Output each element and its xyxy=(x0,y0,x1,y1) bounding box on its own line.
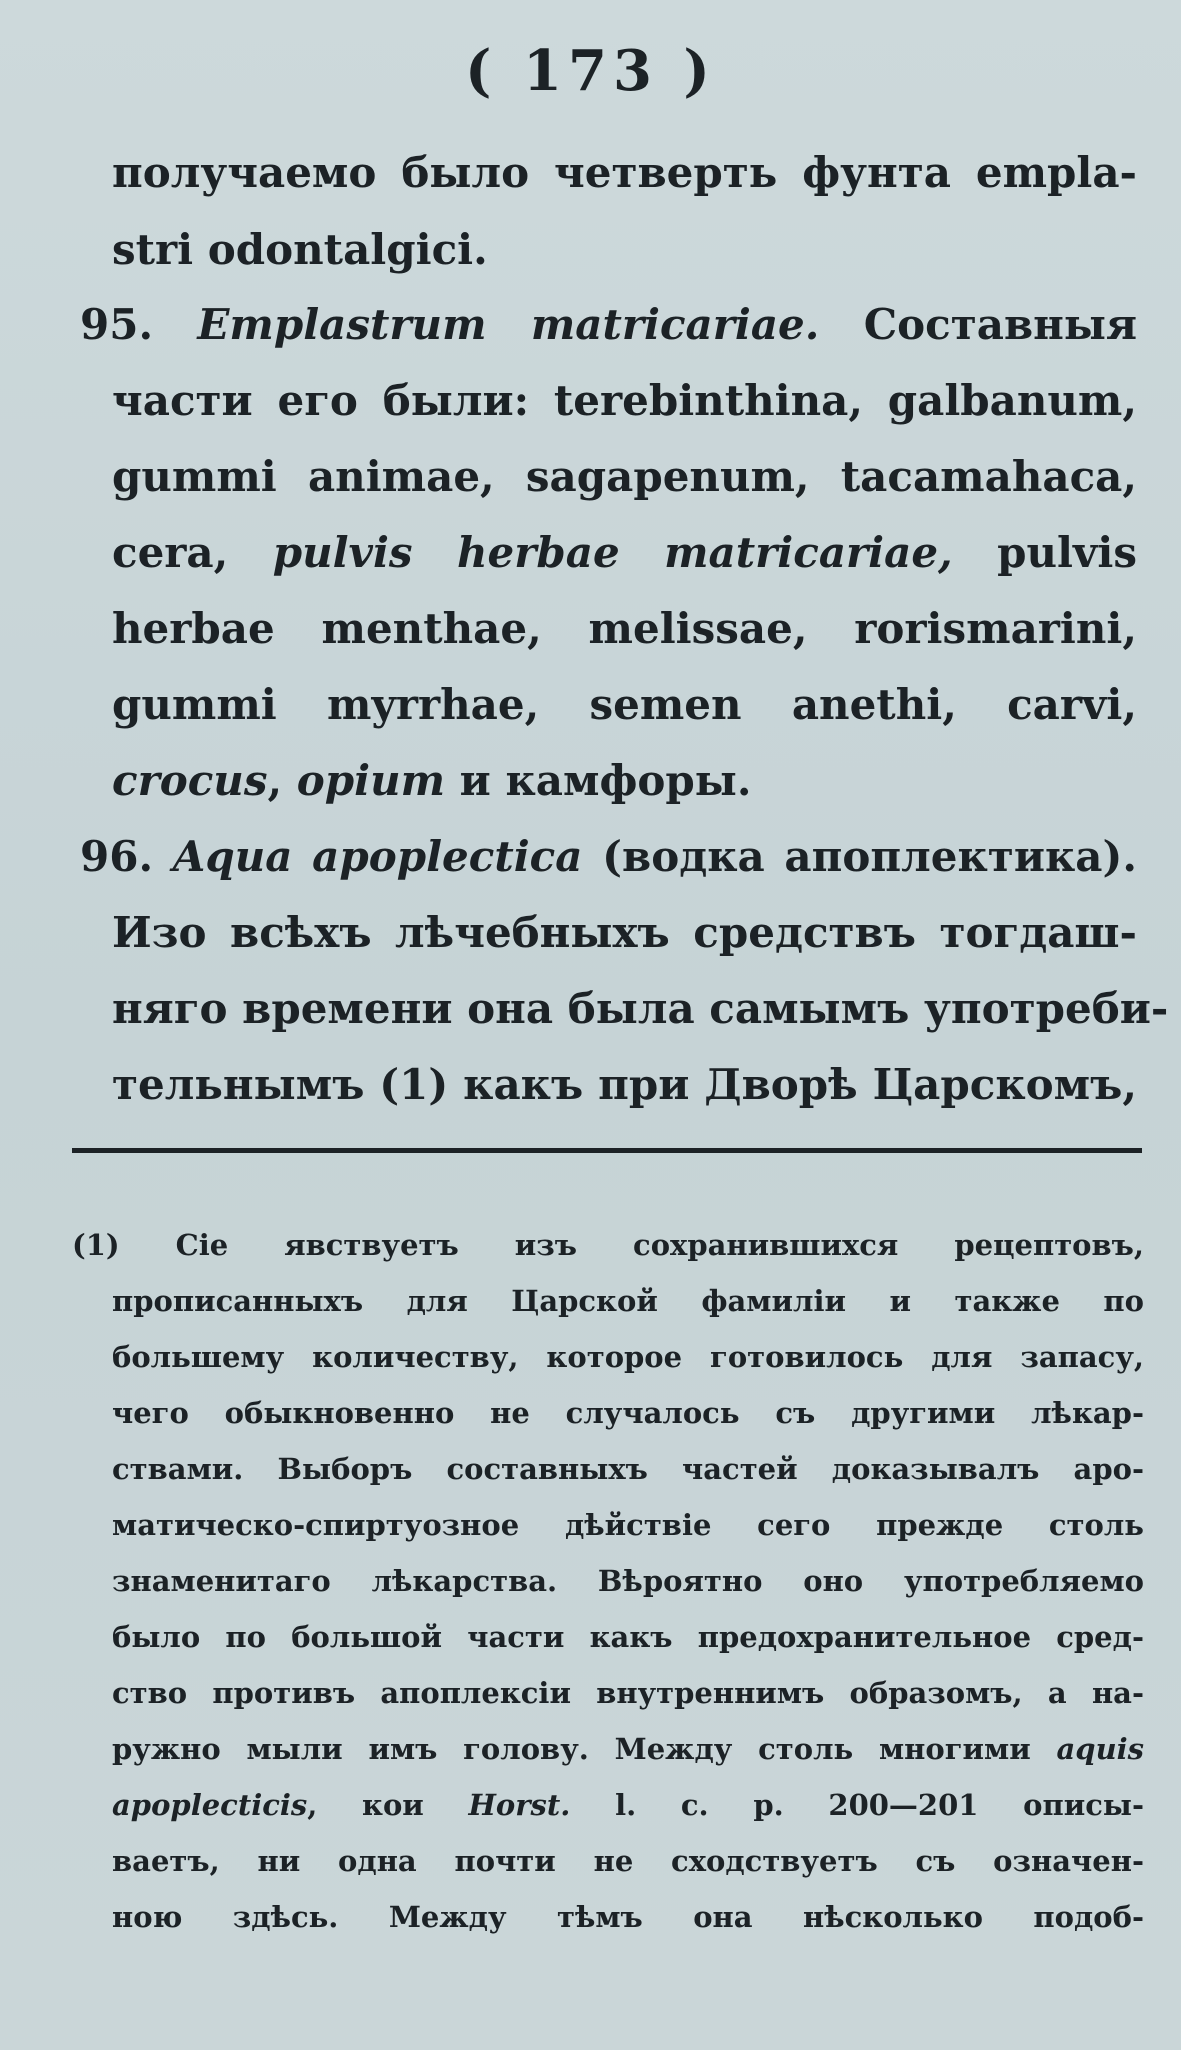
footnote-divider xyxy=(72,1148,1142,1153)
footnote-line-3: большему количеству, которое готовилось для запасу, xyxy=(112,1340,1144,1374)
footnote-line-9: ство противъ апоплексіи внутреннимъ образомъ, а на- xyxy=(112,1676,1144,1710)
main-line-9-italic1: crocus xyxy=(112,756,268,805)
footnote-line-8: было по большой части какъ предохранительное сред- xyxy=(112,1620,1144,1654)
main-line-7: herbae menthae, melissae, rorismarini, xyxy=(112,604,1137,653)
main-line-3-rest: Составныя xyxy=(863,300,1138,349)
main-line-5: gummi animae, sagapenum, tacamahaca, xyxy=(112,452,1137,501)
footnote-line-11 xyxy=(112,1788,1144,1822)
page-number: ( 173 ) xyxy=(465,38,716,104)
main-line-12: няго времени она была самымъ употреби- xyxy=(112,984,1169,1033)
footnote-line-4: чего обыкновенно не случалось съ другими лѣкар- xyxy=(112,1396,1144,1430)
main-line-9-rest: и камфоры. xyxy=(459,756,752,805)
main-line-6-italic: pulvis herbae matricariae, xyxy=(272,528,953,577)
main-line-10 xyxy=(80,832,1137,881)
main-line-6-pre: cera, xyxy=(112,528,229,577)
footnote-line-2: прописанныхъ для Царской фамиліи и также по xyxy=(112,1284,1144,1318)
section-title: Aqua apoplectica xyxy=(172,832,583,881)
main-line-6 xyxy=(112,528,1137,577)
footnote-line-11-italic2: Horst. xyxy=(468,1788,571,1822)
main-line-3 xyxy=(80,300,1137,349)
footnote-line-10-italic: aquis xyxy=(1056,1732,1144,1766)
section-number: 96. xyxy=(80,832,154,881)
footnote-line-10-pre: ружно мыли имъ голову. Между столь многими xyxy=(112,1732,1031,1766)
footnote-line-11-rest: l. c. p. 200—201 описы- xyxy=(615,1788,1144,1822)
main-line-11: Изо всѣхъ лѣчебныхъ средствъ тогдаш- xyxy=(112,908,1137,957)
footnote-line-1: (1) Сіе явствуетъ изъ сохранившихся рецептовъ, xyxy=(72,1228,1144,1262)
footnote-line-13: ною здѣсь. Между тѣмъ она нѣсколько подоб- xyxy=(112,1900,1144,1934)
main-line-9-italic2: opium xyxy=(296,756,446,805)
main-line-1: получаемо было четверть фунта empla- xyxy=(112,148,1137,197)
main-line-9 xyxy=(112,756,751,805)
main-line-13: тельнымъ (1) какъ при Дворѣ Царскомъ, xyxy=(112,1060,1137,1109)
footnote-line-11-mid: , кои xyxy=(307,1788,424,1822)
main-line-2: stri odontalgici. xyxy=(112,225,488,274)
section-title: Emplastrum matricariae. xyxy=(197,300,820,349)
footnote-line-6: матическо-спиртуозное дѣйствіе сего прежде столь xyxy=(112,1508,1144,1542)
main-line-4: части его были: terebinthina, galbanum, xyxy=(112,376,1137,425)
main-line-9-mid: , xyxy=(267,756,283,805)
footnote-line-10 xyxy=(112,1732,1144,1766)
footnote-line-7: знаменитаго лѣкарства. Вѣроятно оно употребляемо xyxy=(112,1564,1144,1598)
footnote-line-12: ваетъ, ни одна почти не сходствуетъ съ означен- xyxy=(112,1844,1144,1878)
main-line-8: gummi myrrhae, semen anethi, carvi, xyxy=(112,680,1137,729)
section-number: 95. xyxy=(80,300,154,349)
main-line-10-rest: (водка апоплектика). xyxy=(602,832,1138,881)
main-line-6-rest: pulvis xyxy=(997,528,1137,577)
footnote-line-5: ствами. Выборъ составныхъ частей доказывалъ аро- xyxy=(112,1452,1144,1486)
footnote-line-11-italic: apoplecticis xyxy=(112,1788,308,1822)
